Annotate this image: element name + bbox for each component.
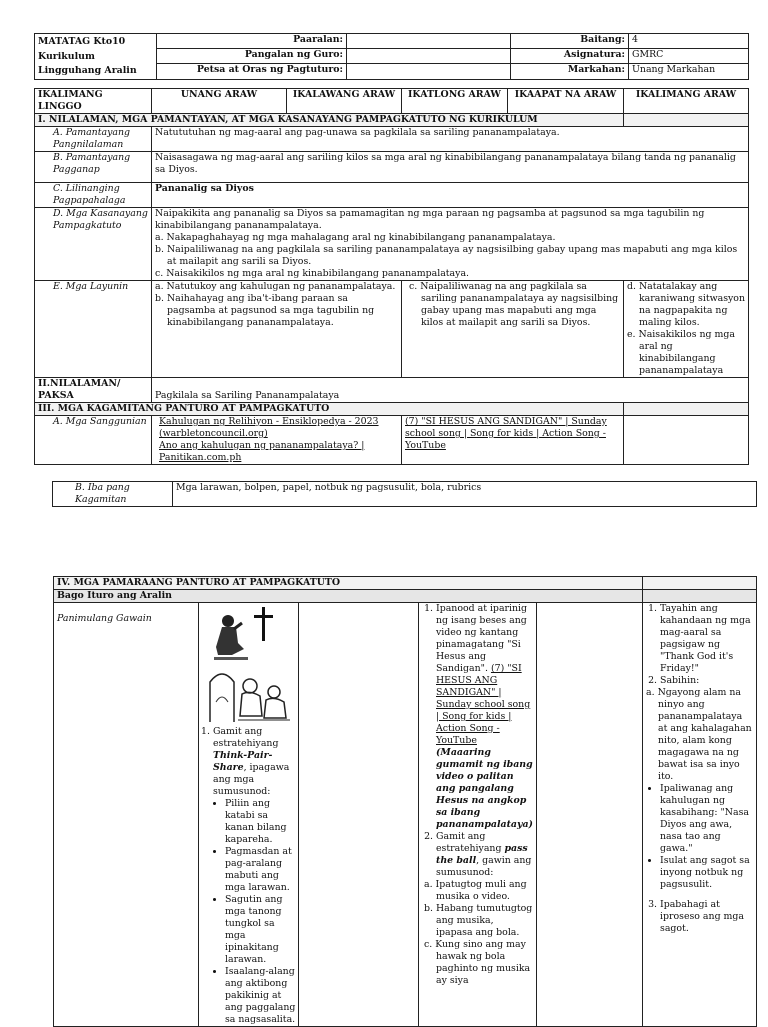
nilalaman-text: Pagkilala sa Sariling Pananampalataya [152,378,749,403]
pagpapahalaga-label: C. Lilinanging Pagpapahalaga [35,183,152,208]
song-video-link[interactable]: (7) "SI HESUS ANG SANDIGAN" | Sunday school song | Song for kids | Action Song - YouTube [436,663,531,746]
list-item: 1. Ipanood at iparinig ng isang beses ang video ng kantang pinamagatang "Si Hesus ang Sandigan". (7) "SI HESUS ANG SANDIGAN" | Sunday school song | Song for kids | Action Song - YouTube (Maaaring gumamit ng ibang video o palitan ang pangalang Hesus na angkop sa ibang pananampalataya) [436,603,533,831]
baitang-label: Baitang: [511,34,629,49]
reference-link-relihiyon[interactable]: Kahulugan ng Relihiyon - Ensiklopedya - 2023 (warbletoncouncil.org) [159,416,379,439]
list-item: a. Ipatugtog muli ang musika o video. [424,879,527,902]
kasanayang-label: D. Mga Kasanayang Pampagkatuto [35,208,152,281]
sanggunian-col2 [402,416,624,465]
header-table [34,33,749,80]
list-item: c. Naipaliliwanag na ang pagkilala sa sariling pananampalataya ay nagsisilbing gabay upang mas mapabuti ang mga kilos at mailapit ang sarili sa Diyos. [409,281,619,328]
curriculum-title: MATATAG Kto10 Kurikulum Lingguhang Aralin [35,34,157,80]
list-item: • Sagutin ang mga tanong tungkol sa mga ipinakitang larawan. [225,894,296,966]
list-item: c. Naisakikilos ng mga aral ng kinabibilangang pananampalataya. [155,268,470,279]
layunin-col1 [152,281,402,378]
day1-header: UNANG ARAW [152,89,287,114]
list-item: • Isaalang-alang ang aktibong pakikinig at ang paggalang sa nagsasalita. [225,966,296,1026]
list-item: 2. Sabihin: [660,675,753,687]
pamantayang-pagganap-label: B. Pamantayang Pagganap [35,152,152,183]
day3-header: IKATLONG ARAW [402,89,508,114]
week-header: IKALIMANG LINGGO [35,89,152,114]
paaralan-value [347,34,511,49]
list-item: d. Natatalakay ang karaniwang sitwasyon na nagpapakita ng maling kilos. [627,281,745,328]
iba-pang-kagamitan-label: B. Iba pang Kagamitan [53,482,173,507]
list-item: a. Nakapaghahayag ng mga mahalagang aral ng kinabibilangang pananampalataya. [155,232,556,243]
petsa-value [347,64,511,79]
list-item: a. Natutukoy ang kahulugan ng pananampalataya. [155,281,396,292]
petsa-label: Petsa at Oras ng Pagtuturo: [157,64,347,79]
day2-activity [299,603,419,1027]
guro-label: Pangalan ng Guro: [157,49,347,64]
markahan-label: Markahan: [511,64,629,79]
paaralan-label: Paaralan: [157,34,347,49]
list-item: • Ipaliwanag ang kahulugan ng kasabihang: "Nasa Diyos ang awa, nasa tao ang gawa." [660,783,753,855]
layunin-label: E. Mga Layunin [35,281,152,378]
section3-title: III. MGA KAGAMITANG PANTURO AT PAMPAGKATUTO [35,403,624,416]
sanggunian-label: A. Mga Sanggunian [35,416,152,465]
children-praying-image [204,662,294,720]
lesson-plan-table [34,88,749,465]
layunin-col3 [624,281,749,378]
day2-header: IKALAWANG ARAW [287,89,402,114]
reference-link-youtube[interactable]: (7) "SI HESUS ANG SANDIGAN" | Sunday school song | Song for kids | Action Song - YouTube [405,416,607,451]
asignatura-value: GMRC [629,49,749,64]
pamantayang-pangnilalaman-label: A. Pamantayang Pangnilalaman [35,127,152,152]
list-item: b. Habang tumutugtog ang musika, ipapasa ang bola. [424,903,533,938]
procedures-table [53,576,757,1027]
section4-subtitle: Bago Ituro ang Aralin [54,590,643,603]
nilalaman-label: II.NILALAMAN/ PAKSA [35,378,152,403]
kasanayang-list [155,232,745,280]
sanggunian-col1 [152,416,402,465]
praying-person-image [204,603,294,662]
day1-activity [199,603,299,1027]
list-item: b. Naihahayag ang iba't-ibang paraan sa pagsamba at pagsunod sa mga tagubilin ng kinabibilangang pananampalataya. [155,293,375,328]
list-item: c. Kung sino ang may hawak ng bola paghinto ng musika ay siya [424,939,531,986]
day5-header: IKALIMANG ARAW [624,89,749,114]
reference-link-pananampalataya[interactable]: Ano ang kahulugan ng pananampalataya? | Panitikan.com.ph [159,440,365,463]
asignatura-label: Asignatura: [511,49,629,64]
day3-activity [419,603,537,1027]
days-header-row [35,89,749,114]
guro-value [347,49,511,64]
day4-header: IKAAPAT NA ARAW [508,89,624,114]
pamantayang-pagganap-text: Naisasagawa ng mag-aaral ang sariling kilos sa mga aral ng kinabibilangang pananampalataya bilang tanda ng pananalig sa Diyos. [152,152,749,183]
list-item: 3. Ipabahagi at iproseso ang mga sagot. [660,899,753,935]
list-item: • Isulat ang sagot sa inyong notbuk ng pagsusulit. [660,855,753,891]
day5-activity [643,603,757,1027]
panimulang-gawain-label: Panimulang Gawain [54,603,199,1027]
list-item: 1. Tayahin ang kahandaan ng mga mag-aaral sa pagsigaw ng "Thank God it's Friday!" [660,603,753,675]
section4-title: IV. MGA PAMARAANG PANTURO AT PAMPAGKATUTO [54,577,643,590]
list-item: • Pagmasdan at pag-aralang mabuti ang mga larawan. [225,846,296,894]
kasanayang-text: Naipakikita ang pananalig sa Diyos sa pamamagitan ng mga paraan ng pagsamba at pagsunod sa mga tagubilin ng kinabibilangang pananampalataya. a. Nakapaghahayag ng mga mahalagang aral ng kinabibilangang pananampalataya. b. Naipaliliwanag na ang pagkilala sa sariling pananampalataya ay nagsisilbing gabay upang mas mapabuti ang mga kilos at mailapit ang sarili sa Diyos. c. Naisakikilos ng mga aral ng kinabibilangang pananampalataya. [152,208,749,281]
think-pair-share-instructions: 1. Gamit ang estratehiyang Think-Pair-Share, ipagawa ang mga sumusunod: • Piliin ang katabi sa kanan bilang kapareha. • Pagmasdan at pag-aralang mabuti ang mga larawan. • Sagutin ang mga tanong tungkol sa mga ipinakitang larawan. • Isaalang-alang ang aktibong pakikinig at ang paggalang sa nagsasalita. [201,720,296,1026]
list-item: a. Ngayong alam na ninyo ang pananampalataya at ang kahalagahan nito, alam kong magagawa na ng bawat isa sa inyo ito. [646,687,752,782]
markahan-value: Unang Markahan [629,64,749,79]
iba-pang-kagamitan-text: Mga larawan, bolpen, papel, notbuk ng pagsusulit, bola, rubrics [173,482,757,507]
list-item: 2. Gamit ang estratehiyang pass the ball, gawin ang sumusunod: [436,831,533,879]
other-materials-table [52,481,757,507]
list-item: • Piliin ang katabi sa kanan bilang kapareha. [225,798,296,846]
baitang-value: 4 [629,34,749,49]
pagpapahalaga-text: Pananalig sa Diyos [152,183,749,208]
pamantayang-pangnilalaman-text: Natututuhan ng mag-aaral ang pag-unawa sa pagkilala sa sariling pananampalataya. [152,127,749,152]
list-item: b. Naipaliliwanag na ang pagkilala sa sariling pananampalataya ay nagsisilbing gabay upang mas mapabuti ang mga kilos at mailapit ang sarili sa Diyos. [155,244,738,267]
section1-title: I. NILALAMAN, MGA PAMANTAYAN, AT MGA KASANAYANG PAMPAGKATUTO NG KURIKULUM [35,114,624,127]
day4-activity [537,603,643,1027]
list-item: e. Naisakikilos ng mga aral ng kinabibilangang pananampalataya [627,329,735,376]
layunin-col2 [402,281,624,378]
